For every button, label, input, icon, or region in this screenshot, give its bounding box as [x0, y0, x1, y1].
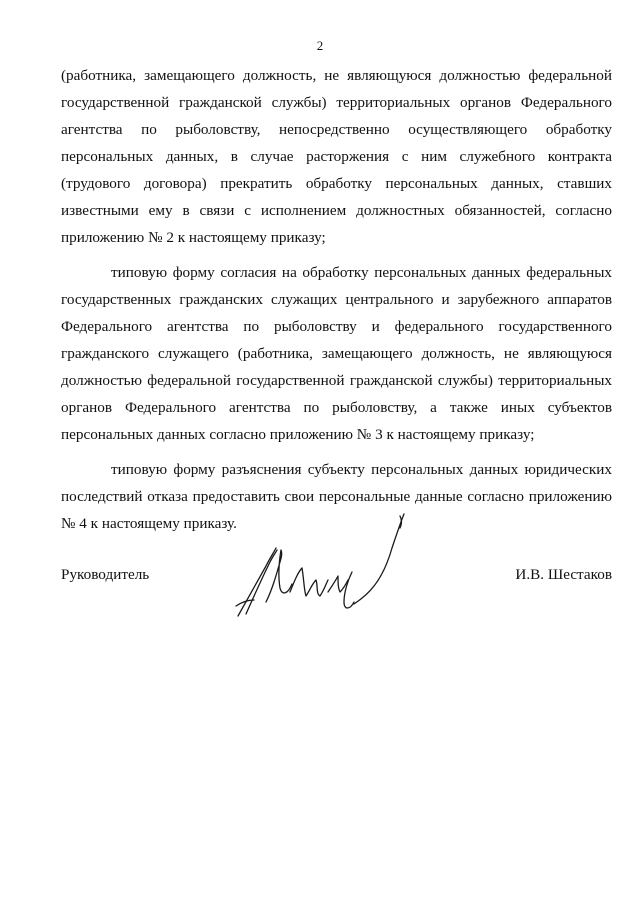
paragraph-1: (работника, замещающего должность, не являющуюся должностью федеральной государственной гражданской службы) территориальных органов Федерального агентства по рыболовству, непосредственно осуществляющего обработку персональных данных, в случае расторжения с ним служебного контракта (трудового договора) прекратить обработку персональных данных, ставших известными ему в связи с исполнением должностных обязанностей, согласно приложению № 2 к настоящему приказу; [61, 67, 612, 246]
signature-row [61, 566, 612, 596]
paragraph-2: типовую форму согласия на обработку персональных данных федеральных государственных гражданских служащих центрального и зарубежного аппаратов Федерального агентства по рыболовству и федерального государственного гражданского служащего (работника, замещающего должность, не являющуюся должностью федеральной государственной гражданской службы) территориальных органов Федерального агентства по рыболовству, а также иных субъектов персональных данных согласно приложению № 3 к настоящему приказу; [61, 264, 612, 443]
signatory-title: Руководитель [61, 566, 150, 583]
signatory-name: И.В. Шестаков [515, 566, 612, 583]
page-number: 2 [316, 38, 324, 53]
handwritten-signature [232, 510, 412, 620]
document-body [61, 62, 612, 545]
paragraph-3: типовую форму разъяснения субъекту персональных данных юридических последствий отказа предоставить свои персональные данные согласно приложению № 4 к настоящему приказу. [61, 461, 612, 532]
